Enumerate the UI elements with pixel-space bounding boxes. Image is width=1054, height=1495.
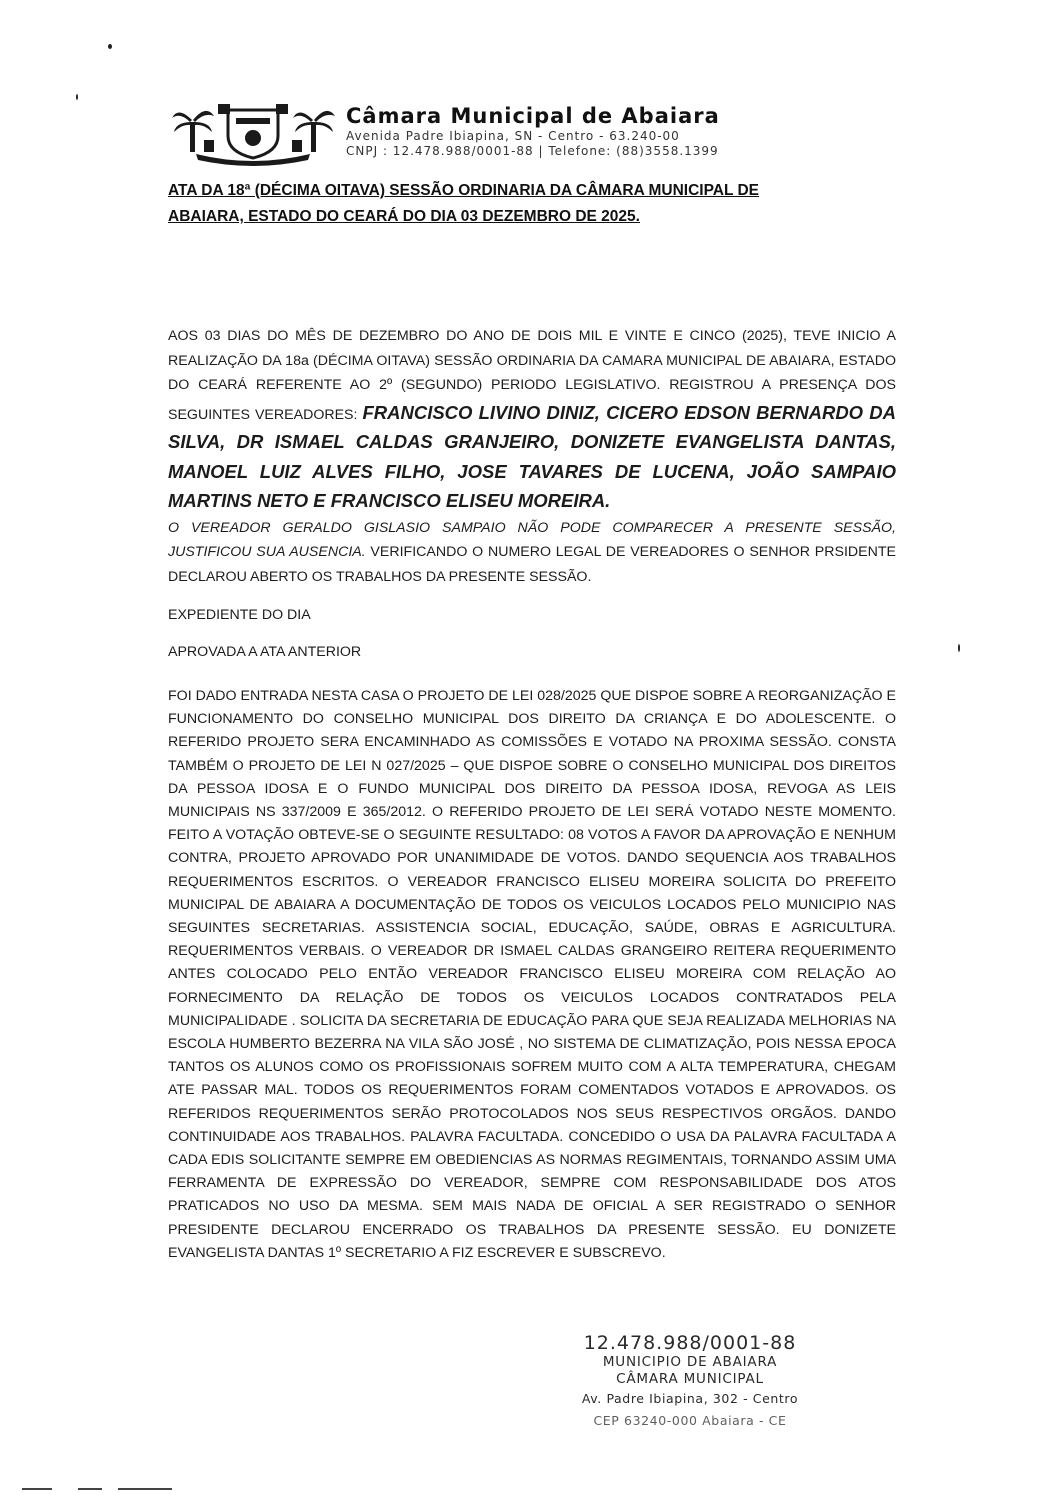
letterhead [170, 100, 890, 170]
chamber-address: Avenida Padre Ibiapina, SN - Centro - 63.240-00 [346, 129, 680, 143]
minutes-body [168, 324, 896, 1265]
chamber-contact: CNPJ : 12.478.988/0001-88 | Telefone: (88)3558.1399 [346, 144, 719, 158]
title-line-1: ATA DA 18ª (DÉCIMA OITAVA) SESSÃO ORDINARIA DA CÂMARA MUNICIPAL DE [168, 182, 760, 199]
main-paragraph: FOI DADO ENTRADA NESTA CASA O PROJETO DE LEI 028/2025 QUE DISPOE SOBRE A REORGANIZAÇÃO E FUNCIONAMENTO DO CONSELHO MUNICIPAL DOS DIREITO DA CRIANÇA E DO ADOLESCENTE. O REFERIDO PROJETO SERA ENCAMINHADO AS COMISSÕES E VOTADO NA PROXIMA SESSÃO. CONSTA TAMBÉM O PROJETO DE LEI N 027/2025 – QUE DISPOE SOBRE O CONSELHO MUNICIPAL DOS DIREITOS DA PESSOA IDOSA E O FUNDO MUNICIPAL DOS DIREITO DA PESSOA IDOSA, REVOGA AS LEIS MUNICIPAIS NS 337/2009 E 365/2012. O REFERIDO PROJETO DE LEI SERÁ VOTADO NESTE MOMENTO. FEITO A VOTAÇÃO OBTEVE-SE O SEGUINTE RESULTADO: 08 VOTOS A FAVOR DA APROVAÇÃO E NENHUM CONTRA, PROJETO APROVADO POR UNANIMIDADE DE VOTOS. DANDO SEQUENCIA AOS TRABALHOS REQUERIMENTOS ESCRITOS. O VEREADOR FRANCISCO ELISEU MOREIRA SOLICITA DO PREFEITO MUNICIPAL DE ABAIARA A DOCUMENTAÇÃO DE TODOS OS VEICULOS LOCADOS PELO MUNICIPIO NAS SEGUINTES SECRETARIAS. ASSISTENCIA SOCIAL, EDUCAÇÃO, SAÚDE, OBRAS E AGRICULTURA. REQUERIMENTOS VERBAIS. O VEREADOR DR ISMAEL CALDAS GRANGEIRO REITERA REQUERIMENTO ANTES COLOCADO PELO ENTÃO VEREADOR FRANCISCO ELISEU MOREIRA COM RELAÇÃO AO FORNECIMENTO DA RELAÇÃO DE TODOS OS VEICULOS LOCADOS CONTRATADOS PELA MUNICIPALIDADE . SOLICITA DA SECRETARIA DE EDUCAÇÃO PARA QUE SEJA REALIZADA MELHORIAS NA ESCOLA HUMBERTO BEZERRA NA VILA SÃO JOSÉ , NO SISTEMA DE CLIMATIZAÇÃO, POIS NESSA EPOCA TANTOS OS ALUNOS COMO OS PROFISSIONAIS SOFREM MUITO COM A ALTA TEMPERATURA, CHEGAM ATE PASSAR MAL. TODOS OS REQUERIMENTOS FORAM COMENTADOS VOTADOS E APROVADOS. OS REFERIDOS REQUERIMENTOS SERÃO PROTOCOLADOS NOS SEUS RESPECTIVOS ORGÃOS. DANDO CONTINUIDADE AOS TRABALHOS. PALAVRA FACULTADA. CONCEDIDO O USA DA PALAVRA FACULTADA A CADA EDIS SOLICITANTE SEMPRE EM OBEDIENCIAS AS NORMAS REGIMENTAIS, TORNANDO ASSIM UMA FERRAMENTA DE EXPRESSÃO DO VEREADOR, SEMPRE COM RESPONSABILIDADE DOS ATOS PRATICADOS NO USO DA MESMA. SEM MAIS NADA DE OFICIAL A SER REGISTRADO O SENHOR PRESIDENTE DECLAROU ENCERRADO OS TRABALHOS DA PRESENTE SESSÃO. EU DONIZETE EVANGELISTA DANTAS 1º SECRETARIO A FIZ ESCREVER E SUBSCREVO. [168, 688, 896, 1261]
document-title [168, 178, 898, 230]
scan-edge-line [118, 1488, 172, 1490]
letterhead-text [346, 104, 720, 158]
scan-edge-line [78, 1488, 102, 1490]
section-expediente: EXPEDIENTE DO DIA [168, 607, 311, 623]
opening-note: VERIFICANDO O NUMERO LEGAL DE VEREADORES O SENHOR PRSIDENTE DECLAROU ABERTO OS TRABALHOS DA PRESENTE SESSÃO. [168, 544, 896, 585]
scan-speck [958, 644, 960, 652]
previous-minutes-approved: APROVADA A ATA ANTERIOR [168, 644, 362, 660]
stamp-cep: CEP 63240-000 Abaiara - CE [593, 1413, 787, 1428]
stamp-chamber: CÂMARA MUNICIPAL [616, 1371, 764, 1387]
stamp-address: Av. Padre Ibiapina, 302 - Centro [581, 1391, 799, 1406]
scan-edge-line [22, 1488, 52, 1490]
coat-of-arms-icon [170, 100, 336, 166]
intro-text: AOS 03 DIAS DO MÊS DE DEZEMBRO DO ANO DE DOIS MIL E VINTE E CINCO (2025), TEVE INICIO A REALIZAÇÃO DA 18a (DÉCIMA OITAVA) SESSÃO ORDINARIA DA CAMARA MUNICIPAL DE ABAIARA, ESTADO DO CEARÁ REFERENTE AO 2º (SEGUNDO) PERIODO LEGISLATIVO. REGISTROU A PRESENÇA DOS SEGUINTES VEREADORES: [168, 328, 896, 423]
intro-paragraph [168, 324, 896, 589]
stamp-cnpj: 12.478.988/0001-88 [583, 1332, 797, 1354]
title-line-2: ABAIARA, ESTADO DO CEARÁ DO DIA 03 DEZEMBRO DE 2025. [168, 208, 640, 225]
official-stamp [555, 1332, 825, 1432]
scan-speck [108, 44, 112, 49]
chamber-name: Câmara Municipal de Abaiara [346, 104, 720, 128]
stamp-municipality: MUNICIPIO DE ABAIARA [602, 1354, 778, 1370]
councilors-present: FRANCISCO LIVINO DINIZ, CICERO EDSON BERNARDO DA SILVA, DR ISMAEL CALDAS GRANJEIRO, DONIZETE EVANGELISTA DANTAS, MANOEL LUIZ ALVES FILHO, JOSE TAVARES DE LUCENA, JOÃO SAMPAIO MARTINS NETO E FRANCISCO ELISEU MOREIRA. [168, 401, 896, 511]
scan-speck [76, 94, 78, 100]
absence-note: O VEREADOR GERALDO GISLASIO SAMPAIO NÃO PODE COMPARECER A PRESENTE SESSÃO, JUSTIFICOU SUA AUSENCIA. [168, 519, 896, 560]
